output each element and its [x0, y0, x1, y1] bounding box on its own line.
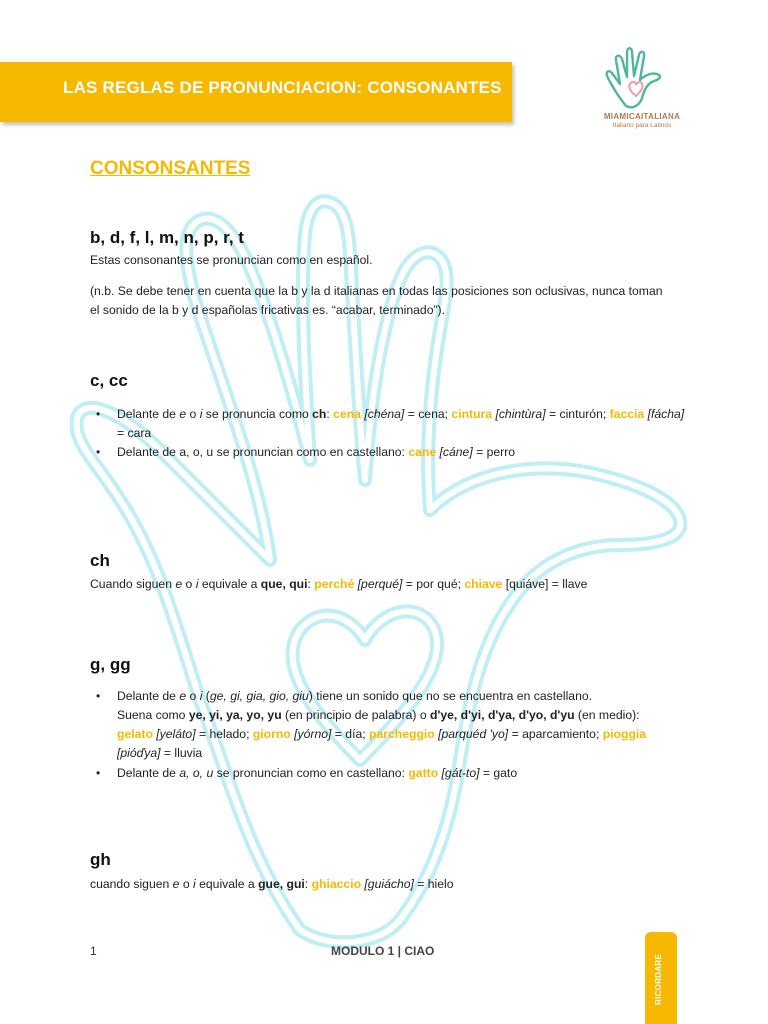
bdf-note-line-1: (n.b. Se debe tener en cuenta que la b y la d italianas en todas las posiciones son oclusivas, nunca toman	[90, 284, 663, 298]
page-number: 1	[90, 944, 97, 958]
module-label: MODULO 1 | CIAO	[331, 944, 435, 958]
logo-subtitle: Italiano para Latinos	[612, 122, 672, 129]
section-title-ch: ch	[90, 551, 110, 570]
list-item-g-1: • Delante de e o i (ge, gi, gia, gio, giu) tiene un sonido que no se encuentra en castellano. Suena como ye, yi, ya, yo, yu (en principio de palabra) o d'ye, d'yi, d'ya, d'yo, d'yu (en medio): gelato [yeláto] = helado; giorno [yórno] = día; parcheggio [parquéd 'yo] = aparcamiento; pioggia [pióďya] = lluvia	[96, 689, 647, 760]
logo-name: MIAMICAITALIANA	[603, 112, 681, 121]
section-title-gh: gh	[90, 850, 111, 869]
section-title-g: g, gg	[90, 655, 131, 674]
list-item-c-1: • Delante de e o i se pronuncia como ch: cena [chéna] = cena; cintura [chintùra] = cinturón; faccia [fácha] = cara	[96, 407, 685, 440]
ricordare-tab-label: RICORDARE	[654, 953, 663, 1005]
section-title-c: c, cc	[90, 371, 128, 390]
bdf-line: Estas consonantes se pronuncian como en español.	[90, 253, 373, 267]
bullet-icon: •	[96, 766, 101, 780]
bdf-note-line-2: el sonido de la b y d españolas fricativas es. “acabar, terminado”).	[90, 303, 445, 317]
ricordare-tab[interactable]	[645, 932, 677, 1024]
bullet-icon: •	[96, 689, 101, 703]
bullet-icon: •	[96, 407, 101, 421]
page-heading: CONSONSANTES	[90, 158, 251, 179]
section-title-bdf: b, d, f, l, m, n, p, r, t	[90, 228, 244, 247]
bullet-icon: •	[96, 445, 101, 459]
ch-line: Cuando siguen e o i equivale a que, qui: perché [perqué] = por qué; chiave [quiáve] = llave	[90, 577, 588, 591]
list-item-c-2: • Delante de a, o, u se pronuncian como en castellano: cane [cáne] = perro	[117, 443, 687, 462]
banner-title: LAS REGLAS DE PRONUNCIACION: CONSONANTES	[63, 78, 502, 97]
list-item-g-2: • Delante de a, o, u se pronuncian como en castellano: gatto [gát-to] = gato	[117, 764, 687, 783]
gh-line: cuando siguen e o i equivale a gue, gui: ghiaccio [guiácho] = hielo	[90, 877, 454, 891]
